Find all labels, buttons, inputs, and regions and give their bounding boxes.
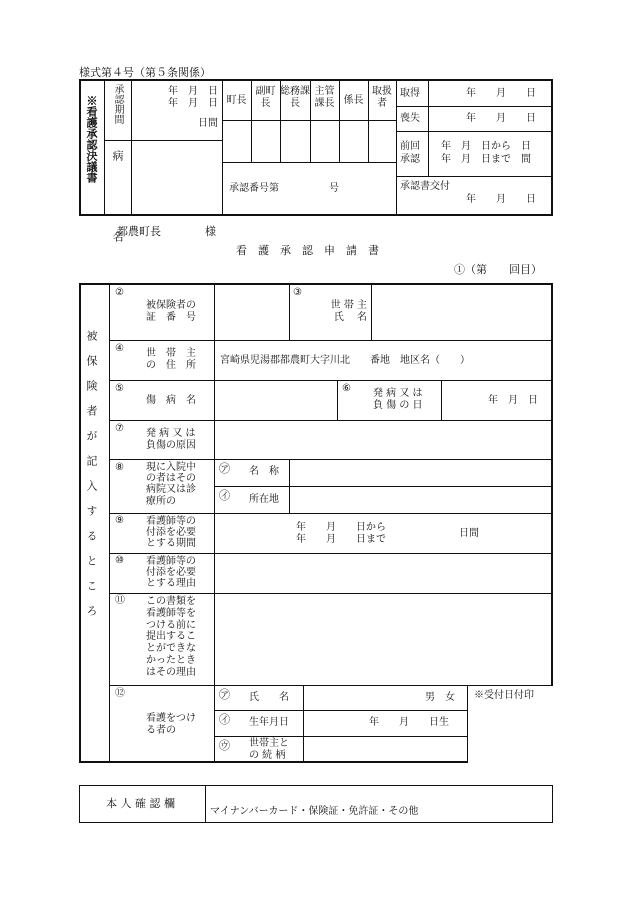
caregiver-birthdate-field[interactable]: 年 月 日生 xyxy=(369,717,449,728)
hospital-address-label: 所在地 xyxy=(249,494,279,505)
hospital-label: 現に入院中 の者はその 病院又は診 療所の xyxy=(146,462,196,507)
approval-cell-handler: 取扱者 xyxy=(372,86,392,109)
row8-number: ⑧ xyxy=(115,462,124,473)
lose-date: 年 月 日 xyxy=(466,113,536,124)
row7-number: ⑦ xyxy=(115,423,124,434)
approval-number: 承認番号第 号 xyxy=(229,183,339,194)
nursing-period-label: 看護師等の 付添を必要 とする期間 xyxy=(146,516,196,550)
late-submission-label: この書類を 看護師等を つける前に 提出するこ とができな かったとき はその理由 xyxy=(146,596,196,678)
approval-cell-deputy-mayor: 副町長 xyxy=(255,86,276,109)
householder-name-label: 世 帯 主 氏 名 xyxy=(330,300,367,323)
illness-label: 病 名 xyxy=(111,150,124,258)
nursing-reason-label: 看護師等の 付添を必要 とする理由 xyxy=(146,556,196,590)
caregiver-gender[interactable]: 男 女 xyxy=(425,692,455,703)
onset-date-label: 発 病 又 は 負 傷 の 日 xyxy=(373,388,423,411)
householder-address-field[interactable]: 宮崎県児湯郡都農町大字川北 番地 地区名（ ） xyxy=(220,355,470,366)
page-title: 看 護 承 認 申 請 書 xyxy=(236,244,379,257)
receipt-stamp-label: ※受付日付印 xyxy=(474,690,534,701)
caregiver-birthdate-label: 生年月日 xyxy=(249,717,289,728)
application-count: ①（第 回目） xyxy=(454,263,542,276)
row12-a-mark: ㋐ xyxy=(219,688,230,701)
addressee: 都農町長 様 xyxy=(117,225,216,238)
householder-name-field[interactable] xyxy=(372,285,552,339)
hospital-name-label: 名 称 xyxy=(249,466,279,477)
row10-number: ⑩ xyxy=(115,555,124,566)
row3-number: ③ xyxy=(293,287,302,298)
row12-number: ⑫ xyxy=(115,688,125,699)
row9-number: ⑨ xyxy=(115,515,124,526)
row8-a-mark: ㋐ xyxy=(219,462,230,475)
row11-number: ⑪ xyxy=(115,595,125,606)
approval-side-label: ※看護承認決議書 xyxy=(85,95,98,183)
row4-number: ④ xyxy=(115,343,124,354)
insured-card-number-field[interactable] xyxy=(215,285,288,339)
issue-label: 承認書交付 xyxy=(400,181,450,192)
hospital-name-field[interactable] xyxy=(290,460,552,485)
issue-date: 年 月 日 xyxy=(466,194,536,205)
period-dates: 年 月 日 年 月 日 xyxy=(168,86,218,109)
caregiver-name-label: 氏 名 xyxy=(249,692,289,703)
caregiver-label: 看護をつけ る者の xyxy=(146,713,196,736)
onset-date-field[interactable]: 年 月 日 xyxy=(488,395,538,406)
lose-label: 喪失 xyxy=(400,113,420,124)
nursing-period-dates[interactable]: 年 月 日から 年 月 日まで xyxy=(296,522,386,545)
insured-side-label: 被保険者が記入するところ xyxy=(85,330,98,630)
injury-name-label: 傷 病 名 xyxy=(146,395,196,406)
row2-number: ② xyxy=(115,287,124,298)
identity-document-options[interactable]: マイナンバーカード・保険証・免許証・その他 xyxy=(210,806,419,817)
row12-b-mark: ㋑ xyxy=(219,713,230,726)
row12-c-mark: ㋒ xyxy=(219,739,230,752)
injury-name-field[interactable] xyxy=(215,381,336,419)
previous-approval-dates: 年 月 日から 日 年 月 日まで 間 xyxy=(441,141,531,165)
approval-cell-mayor: 町長 xyxy=(226,95,247,106)
period-label: 承認期間 xyxy=(112,84,123,124)
caregiver-relationship-field[interactable] xyxy=(304,737,466,761)
previous-approval-label: 前回承認 xyxy=(400,141,420,165)
identity-confirmation-label: 本 人 確 認 欄 xyxy=(106,797,175,810)
onset-cause-label: 発 病 又 は 負傷の原因 xyxy=(146,428,196,451)
form-number: 様式第４号（第５条関係） xyxy=(79,66,211,79)
row8-b-mark: ㋑ xyxy=(219,489,230,502)
hospital-address-field[interactable] xyxy=(290,487,552,512)
acquire-date: 年 月 日 xyxy=(466,88,536,99)
late-submission-field[interactable] xyxy=(215,594,552,684)
caregiver-relationship-label: 世帯主と の 続 柄 xyxy=(249,738,289,761)
acquire-label: 取得 xyxy=(400,88,420,99)
householder-address-label: 世 帯 主 の 住 所 xyxy=(146,348,196,371)
nursing-period-days: 日間 xyxy=(459,528,479,539)
insured-card-number-label: 被保険者の 証 番 号 xyxy=(146,300,196,323)
approval-cell-subsection-chief: 係長 xyxy=(343,95,364,106)
nursing-reason-field[interactable] xyxy=(215,554,552,592)
row5-number: ⑤ xyxy=(115,383,124,394)
approval-cell-general-affairs: 総務課長 xyxy=(280,86,310,109)
approval-cell-section-chief: 主管課長 xyxy=(314,86,335,109)
period-days: 日間 xyxy=(198,118,218,129)
row6-number: ⑥ xyxy=(342,383,351,394)
onset-cause-field[interactable] xyxy=(215,421,552,458)
